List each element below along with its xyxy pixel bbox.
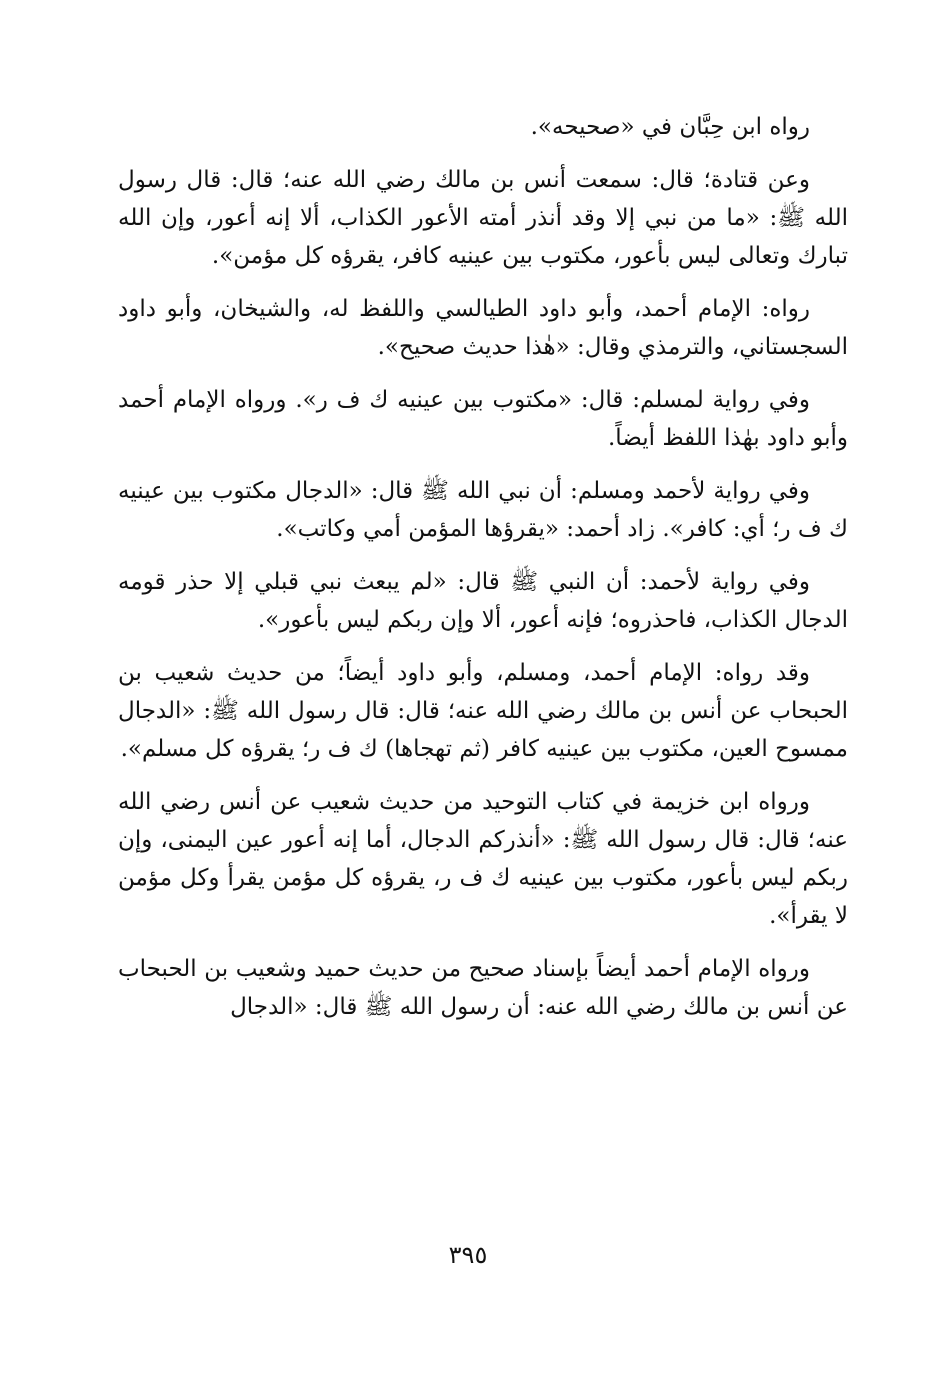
paragraph-ahmad-narration: وفي رواية لأحمد: أن النبي ﷺ قال: «لم يبعث نبي قبلي إلا حذر قومه الدجال الكذاب، فاحذروه؛ فإنه أعور، ألا وإن ربكم ليس بأعور». bbox=[118, 569, 848, 633]
paragraph-shuaib-narration: وقد رواه: الإمام أحمد، ومسلم، وأبو داود أيضاً؛ من حديث شعيب بن الحبحاب عن أنس بن مالك رضي الله عنه؛ قال: قال رسول الله ﷺ: «الدجال ممسوح العين، مكتوب بين عينيه كافر (ثم تهجاها) ك ف ر؛ يقرؤه كل مسلم». bbox=[118, 660, 848, 762]
paragraph-narrators: رواه: الإمام أحمد، وأبو داود الطيالسي واللفظ له، والشيخان، وأبو داود السجستاني، والترمذي وقال: «هٰذا حديث صحيح». bbox=[118, 296, 848, 360]
page-number: ٣٩٥ bbox=[448, 1241, 488, 1269]
paragraph-muslim-narration: وفي رواية لمسلم: قال: «مكتوب بين عينيه ك ف ر». ورواه الإمام أحمد وأبو داود بهٰذا اللفظ أيضاً. bbox=[118, 387, 848, 451]
paragraph-qatada-hadith: وعن قتادة؛ قال: سمعت أنس بن مالك رضي الله عنه؛ قال: قال رسول الله ﷺ: «ما من نبي إلا وقد أنذر أمته الأعور الكذاب، ألا إنه أعور، وإن الله تبارك وتعالى ليس بأعور، مكتوب بين عينيه كافر، يقرؤه كل مؤمن». bbox=[118, 167, 848, 269]
paragraph-ibn-hibban: رواه ابن حِبَّان في «صحيحه». bbox=[530, 114, 810, 140]
page-body bbox=[118, 108, 848, 1026]
paragraph-ibn-khuzaima-narration: ورواه ابن خزيمة في كتاب التوحيد من حديث شعيب عن أنس رضي الله عنه؛ قال: قال رسول الله ﷺ: «أنذركم الدجال، أما إنه أعور عين اليمنى، وإن ربكم ليس بأعور، مكتوب بين عينيه ك ف ر، يقرؤه كل مؤمن يقرأ وكل مؤمن لا يقرأ». bbox=[118, 789, 848, 929]
paragraph-ahmad-muslim-narration: وفي رواية لأحمد ومسلم: أن نبي الله ﷺ قال: «الدجال مكتوب بين عينيه ك ف ر؛ أي: كافر». زاد أحمد: «يقرؤها المؤمن أمي وكاتب». bbox=[118, 478, 848, 542]
paragraph-humaid-narration: ورواه الإمام أحمد أيضاً بإسناد صحيح من حديث حميد وشعيب بن الحبحاب عن أنس بن مالك رضي الله عنه: أن رسول الله ﷺ قال: «الدجال bbox=[118, 956, 848, 1020]
